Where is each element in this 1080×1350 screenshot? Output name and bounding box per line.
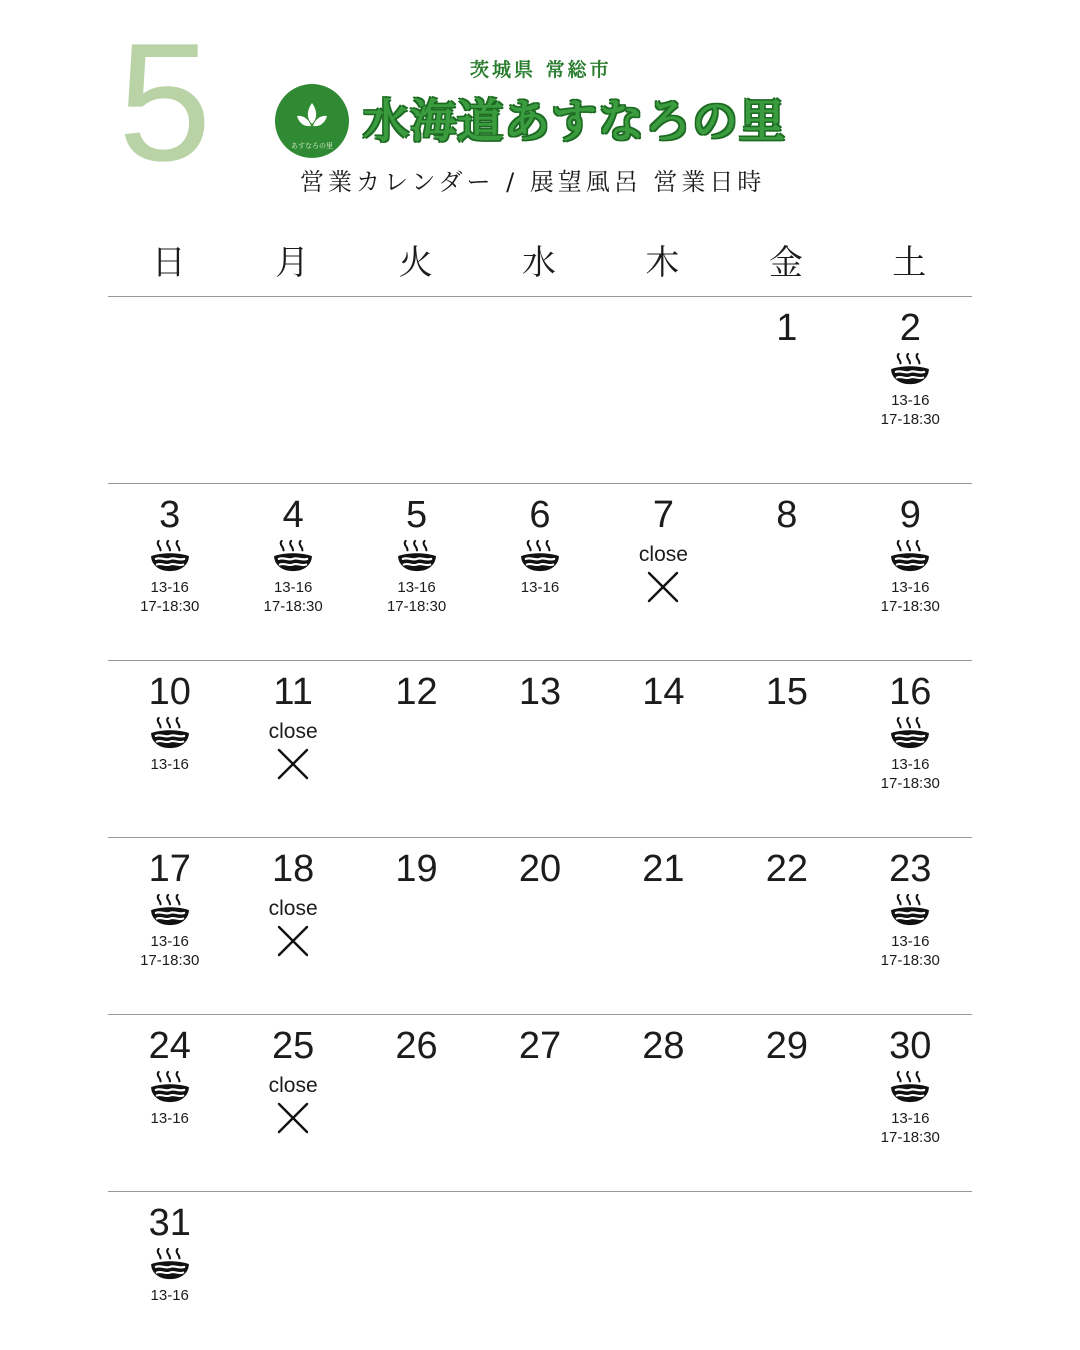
opening-hours: 13-16 17-18:30 — [140, 579, 200, 615]
weekday-sat: 土 — [892, 242, 929, 283]
day-number: 21 — [642, 848, 685, 890]
calendar-day-cell[interactable] — [355, 1015, 478, 1191]
calendar-weeks — [108, 296, 972, 1342]
opening-hours: 13-16 17-18:30 — [880, 392, 940, 428]
weekday-tue: 火 — [398, 242, 435, 283]
closed-label: close — [638, 543, 688, 566]
calendar-grid — [108, 222, 972, 1342]
calendar-week-row — [108, 1014, 972, 1191]
onsen-icon — [355, 540, 478, 574]
calendar-day-cell[interactable] — [478, 661, 601, 837]
day-number: 8 — [776, 494, 798, 536]
calendar-day-cell[interactable] — [849, 1015, 972, 1191]
day-number: 20 — [518, 848, 562, 890]
calendar-day-cell[interactable] — [355, 661, 478, 837]
calendar-day-cell[interactable] — [725, 484, 848, 660]
onsen-icon — [108, 894, 231, 928]
weekday-wed: 水 — [521, 242, 558, 283]
day-number: 5 — [405, 494, 428, 536]
day-number: 7 — [652, 494, 674, 536]
prefecture-label: 茨城県 常総市 — [470, 59, 612, 81]
onsen-icon — [231, 540, 354, 574]
day-number: 24 — [148, 1025, 191, 1067]
day-number: 27 — [518, 1025, 562, 1067]
day-number: 22 — [765, 848, 808, 890]
onsen-icon — [108, 540, 231, 574]
day-number: 6 — [529, 494, 551, 536]
logo-mark-text: あすなろの里 — [291, 142, 333, 150]
closed-label: close — [268, 1074, 318, 1097]
weekday-header-row — [108, 222, 972, 296]
weekday-thu: 木 — [645, 242, 682, 283]
opening-hours: 13-16 17-18:30 — [140, 933, 200, 969]
calendar-day-cell[interactable] — [478, 484, 601, 660]
onsen-icon — [849, 894, 972, 928]
calendar-day-cell[interactable] — [849, 838, 972, 1014]
calendar-day-cell[interactable] — [849, 484, 972, 660]
calendar-day-cell[interactable] — [108, 1192, 231, 1342]
day-number: 14 — [642, 671, 685, 713]
calendar-day-cell[interactable] — [355, 484, 478, 660]
cross-icon — [231, 747, 354, 781]
day-number: 30 — [889, 1025, 932, 1067]
calendar-day-cell[interactable] — [108, 1015, 231, 1191]
month-number: 5 — [118, 8, 210, 196]
onsen-icon — [478, 540, 601, 574]
onsen-icon — [849, 540, 972, 574]
day-number: 9 — [899, 494, 921, 536]
leaf-logo-icon — [275, 84, 349, 158]
calendar-day-cell[interactable] — [478, 838, 601, 1014]
onsen-icon — [108, 717, 231, 751]
weekday-mon: 月 — [275, 242, 312, 283]
opening-hours: 13-16 17-18:30 — [263, 579, 323, 615]
day-number: 11 — [273, 671, 313, 713]
calendar-week-row — [108, 837, 972, 1014]
day-number: 12 — [395, 671, 438, 713]
calendar-week-row — [108, 660, 972, 837]
day-number: 13 — [518, 671, 562, 713]
weekday-sun: 日 — [151, 242, 188, 283]
calendar-day-cell[interactable] — [108, 661, 231, 837]
opening-hours: 13-16 17-18:30 — [880, 933, 940, 969]
calendar-day-cell[interactable] — [602, 1015, 725, 1191]
calendar-day-cell[interactable] — [725, 297, 848, 483]
opening-hours: 13-16 17-18:30 — [386, 579, 447, 615]
day-number: 25 — [271, 1025, 315, 1067]
calendar-day-cell[interactable] — [478, 1015, 601, 1191]
opening-hours: 13-16 — [150, 1287, 189, 1304]
opening-hours: 13-16 — [150, 756, 189, 773]
calendar-day-cell[interactable] — [231, 1015, 354, 1191]
day-number: 4 — [282, 494, 304, 536]
calendar-day-cell[interactable] — [725, 661, 848, 837]
calendar-day-cell[interactable] — [108, 484, 231, 660]
onsen-icon — [108, 1248, 231, 1282]
calendar-day-cell[interactable] — [355, 838, 478, 1014]
calendar-day-cell[interactable] — [602, 838, 725, 1014]
opening-hours: 13-16 17-18:30 — [880, 579, 940, 615]
closed-label: close — [268, 720, 318, 743]
day-number: 23 — [889, 848, 932, 890]
page-header — [0, 0, 1080, 210]
onsen-icon — [849, 1071, 972, 1105]
onsen-icon — [849, 717, 972, 751]
day-number: 26 — [395, 1025, 438, 1067]
calendar-day-cell[interactable] — [602, 661, 725, 837]
day-number: 18 — [271, 848, 315, 890]
day-number: 1 — [776, 307, 798, 349]
day-number: 2 — [899, 307, 921, 349]
cross-icon — [231, 1101, 354, 1135]
page-subtitle: 営業カレンダー / 展望風呂 営業日時 — [300, 168, 766, 196]
day-number: 16 — [889, 671, 932, 713]
onsen-icon — [108, 1071, 231, 1105]
calendar-day-cell[interactable] — [231, 838, 354, 1014]
day-number: 3 — [159, 494, 181, 536]
day-number: 29 — [765, 1025, 808, 1067]
calendar-day-cell[interactable] — [849, 661, 972, 837]
calendar-week-row — [108, 483, 972, 660]
calendar-day-cell[interactable] — [108, 838, 231, 1014]
day-number: 17 — [148, 848, 191, 890]
day-number: 15 — [765, 671, 808, 713]
calendar-day-cell[interactable] — [231, 661, 354, 837]
calendar-week-row — [108, 296, 972, 483]
day-number: 28 — [642, 1025, 685, 1067]
calendar-day-cell[interactable] — [602, 484, 725, 660]
day-number: 10 — [148, 671, 191, 713]
onsen-icon — [849, 353, 972, 387]
opening-hours: 13-16 — [150, 1110, 189, 1127]
closed-label: close — [268, 897, 318, 920]
calendar-day-cell[interactable] — [725, 838, 848, 1014]
day-number: 19 — [395, 848, 438, 890]
opening-hours: 13-16 — [520, 579, 560, 596]
calendar-day-cell[interactable] — [231, 484, 354, 660]
opening-hours: 13-16 17-18:30 — [880, 1110, 940, 1146]
weekday-fri: 金 — [768, 242, 805, 283]
brand-logo — [275, 55, 835, 158]
brand-name: 水海道あすなろの里 — [363, 94, 786, 148]
cross-icon — [231, 924, 354, 958]
day-number: 31 — [148, 1202, 191, 1244]
opening-hours: 13-16 17-18:30 — [880, 756, 940, 792]
calendar-week-row — [108, 1191, 972, 1342]
calendar-day-cell[interactable] — [849, 297, 972, 483]
cross-icon — [602, 570, 725, 604]
calendar-day-cell[interactable] — [725, 1015, 848, 1191]
